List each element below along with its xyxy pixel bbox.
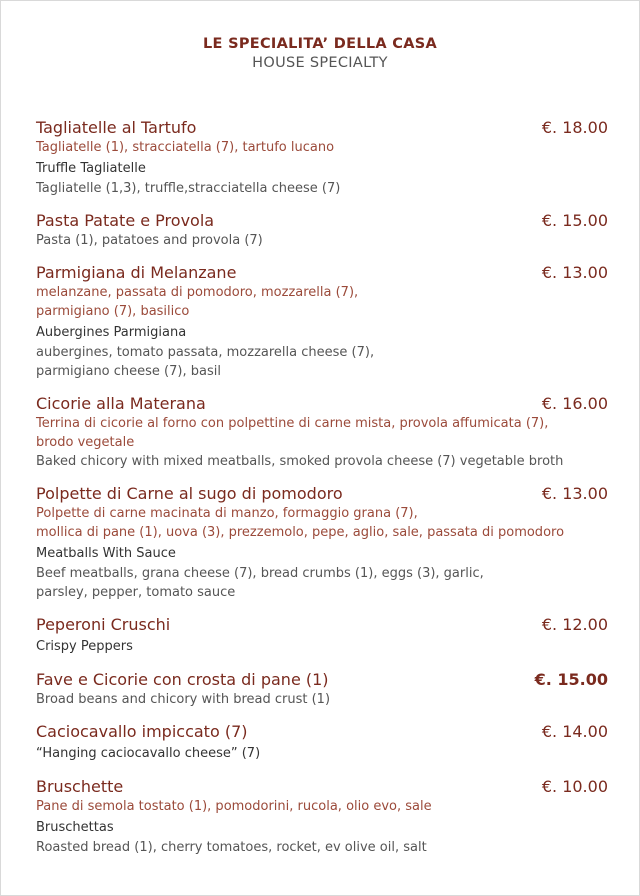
english-description: Beef meatballs, grana cheese (7), bread crumbs (1), eggs (3), garlic, parsley, pepper, tomato sauce: [36, 566, 484, 600]
menu-item-header: [36, 669, 608, 690]
dish-price: €. 18.00: [541, 118, 608, 137]
menu-header: [0, 36, 640, 71]
italian-description: melanzane, passata di pomodoro, mozzarella (7), parmigiano (7), basilico: [36, 285, 359, 319]
dish-price: €. 14.00: [541, 722, 608, 741]
dish-name: Bruschette: [36, 777, 124, 796]
menu-item-header: [36, 483, 608, 504]
english-dish-name: “Hanging caciocavallo cheese” (7): [36, 746, 261, 761]
english-description: aubergines, tomato passata, mozzarella cheese (7), parmigiano cheese (7), basil: [36, 345, 375, 379]
menu-item: [36, 721, 608, 764]
english-description: Broad beans and chicory with bread crust (1): [36, 692, 331, 707]
italian-description: Pane di semola tostato (1), pomodorini, rucola, olio evo, sale: [36, 799, 432, 814]
menu-item: [36, 262, 608, 381]
menu-item-header: [36, 117, 608, 138]
menu-item-header: [36, 721, 608, 742]
dish-name: Peperoni Cruschi: [36, 615, 171, 634]
section-title: LE SPECIALITA’ DELLA CASA: [203, 36, 437, 52]
dish-price: €. 10.00: [541, 777, 608, 796]
dish-name: Cicorie alla Materana: [36, 394, 206, 413]
english-dish-name: Bruschettas: [36, 820, 114, 835]
dish-price: €. 12.00: [541, 615, 608, 634]
menu-item: [36, 483, 608, 602]
dish-name: Tagliatelle al Tartufo: [36, 118, 197, 137]
english-description: Roasted bread (1), cherry tomatoes, rocket, ev olive oil, salt: [36, 840, 427, 855]
italian-description: Polpette di carne macinata di manzo, formaggio grana (7), mollica di pane (1), uova (3), prezzemolo, pepe, aglio, sale, passata di pomodoro: [36, 506, 565, 540]
dish-name: Pasta Patate e Provola: [36, 211, 215, 230]
dish-name: Caciocavallo impiccato (7): [36, 722, 248, 741]
dish-price: €. 13.00: [541, 484, 608, 503]
menu-item-header: [36, 210, 608, 231]
dish-name: Parmigiana di Melanzane: [36, 263, 237, 282]
menu-item-header: [36, 614, 608, 635]
menu-item: [36, 393, 608, 471]
dish-name: Fave e Cicorie con crosta di pane (1): [36, 670, 329, 689]
section-subtitle: HOUSE SPECIALTY: [252, 55, 388, 71]
menu-list: [36, 117, 608, 869]
english-description: Tagliatelle (1,3), truffle,stracciatella cheese (7): [36, 181, 341, 196]
english-description: Pasta (1), patatoes and provola (7): [36, 233, 263, 248]
english-dish-name: Aubergines Parmigiana: [36, 325, 187, 340]
italian-description: Terrina di cicorie al forno con polpettine di carne mista, provola affumicata (7), brodo vegetale: [36, 416, 549, 450]
english-dish-name: Truffle Tagliatelle: [36, 161, 146, 176]
dish-price: €. 15.00: [534, 670, 608, 689]
dish-price: €. 13.00: [541, 263, 608, 282]
dish-price: €. 15.00: [541, 211, 608, 230]
menu-item: [36, 669, 608, 709]
menu-item-header: [36, 776, 608, 797]
menu-item: [36, 117, 608, 198]
english-description: Baked chicory with mixed meatballs, smoked provola cheese (7) vegetable broth: [36, 454, 564, 469]
english-dish-name: Meatballs With Sauce: [36, 546, 176, 561]
italian-description: Tagliatelle (1), stracciatella (7), tartufo lucano: [36, 140, 335, 155]
menu-item: [36, 614, 608, 657]
menu-item-header: [36, 393, 608, 414]
english-dish-name: Crispy Peppers: [36, 639, 133, 654]
menu-item: [36, 776, 608, 857]
menu-item: [36, 210, 608, 250]
menu-item-header: [36, 262, 608, 283]
dish-price: €. 16.00: [541, 394, 608, 413]
dish-name: Polpette di Carne al sugo di pomodoro: [36, 484, 343, 503]
